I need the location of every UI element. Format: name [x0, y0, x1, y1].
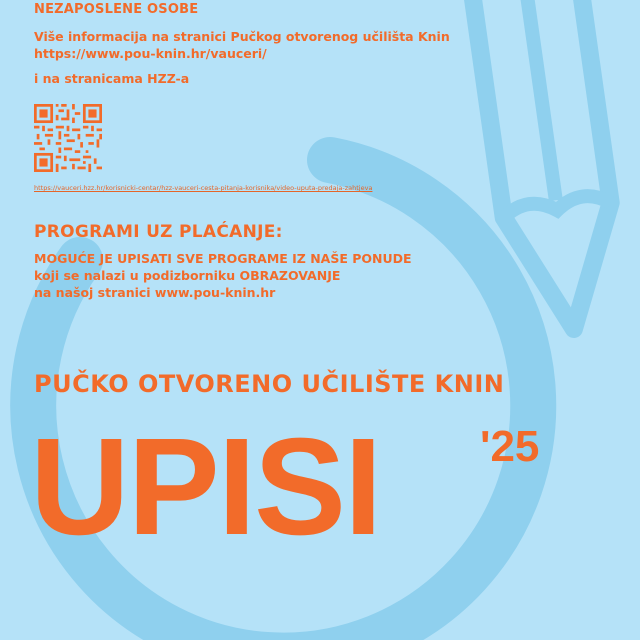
info-text-line: Više informacija na stranici Pučkog otvorenog učilišta Knin [34, 29, 450, 44]
info-text-hzz: i na stranicama HZZ-a [34, 71, 190, 86]
section-heading-unemployed: NEZAPOSLENE OSOBE [34, 2, 199, 17]
qr-code-icon[interactable] [34, 104, 102, 172]
paid-programs-line: MOGUĆE JE UPISATI SVE PROGRAME IZ NAŠE PONUDE [34, 251, 412, 266]
year-label: '25 [480, 422, 540, 471]
paid-programs-website: na našoj stranici www.pou-knin.hr [34, 285, 276, 300]
info-url-link[interactable]: https://www.pou-knin.hr/vauceri/ [34, 46, 267, 61]
organization-title: PUČKO OTVORENO UČILIŠTE KNIN [34, 370, 505, 398]
paid-programs-line: koji se nalazi u podizborniku OBRAZOVANJE [34, 268, 341, 283]
hzz-video-link[interactable]: https://vauceri.hzz.hr/korisnicki-centar/hzz-vauceri-cesta-pitanja-korisnika/video-uputa-predaja-zahtjeva [34, 184, 373, 192]
main-title: UPISI [30, 410, 381, 564]
paid-programs-heading: PROGRAMI UZ PLAĆANJE: [34, 222, 283, 242]
